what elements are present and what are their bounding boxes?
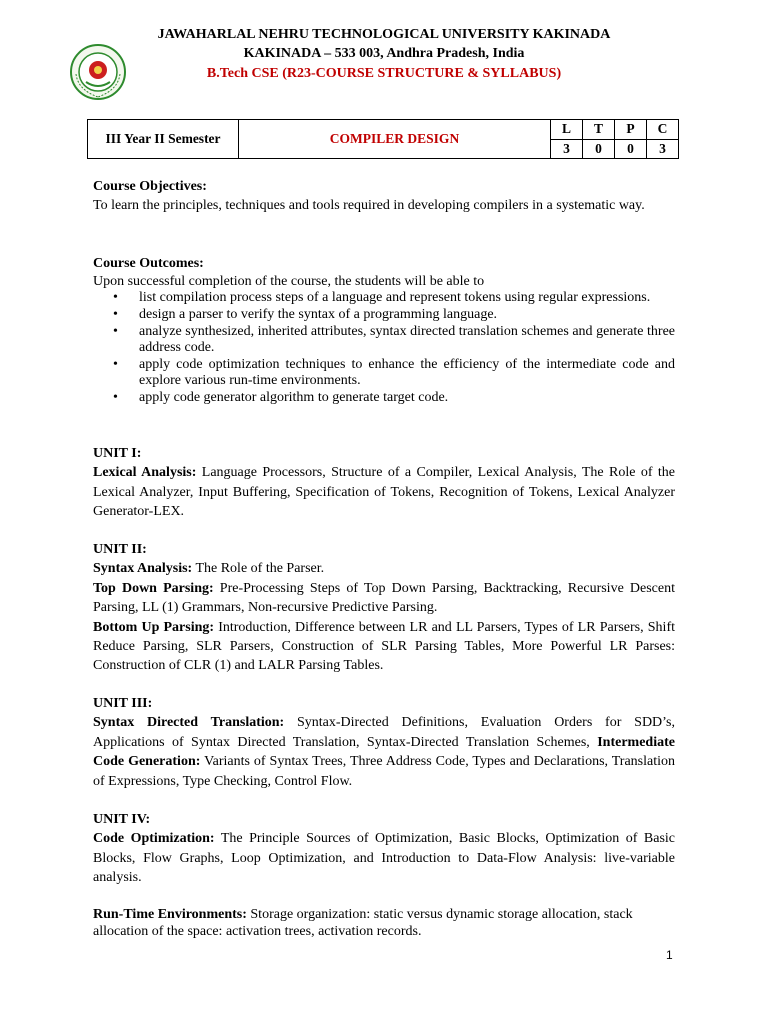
unit-4-paragraph-1: Code Optimization: The Principle Sources of Optimization, Basic Blocks, Optimization of Basic Blocks, Flow Graphs, Loop Optimization, and Introduction to Data-Flow Analysis: live-variable analysis. xyxy=(93,831,675,886)
objectives-text: To learn the principles, techniques and tools required in developing compilers in a systematic way. xyxy=(93,198,645,214)
unit-3-heading: UNIT III: xyxy=(93,696,153,711)
ltpc-header-p: P xyxy=(615,120,647,140)
outcomes-intro: Upon successful completion of the course, the students will be able to xyxy=(93,274,485,290)
bullet-icon: • xyxy=(113,290,118,306)
list-item: • design a parser to verify the syntax of a programming language. xyxy=(113,307,498,322)
jntuk-seal-icon xyxy=(70,44,126,100)
unit-1-section xyxy=(93,444,675,522)
list-item: • apply code optimization techniques to enhance the efficiency of the intermediate code and explore various run-time environments. xyxy=(113,356,675,389)
list-item: • analyze synthesized, inherited attributes, syntax directed translation schemes and generate three address code. xyxy=(113,323,675,356)
bullet-icon: • xyxy=(113,307,118,322)
unit-3-paragraph: Syntax Directed Translation: Syntax-Directed Definitions, Evaluation Orders for SDD’s, Applications of Syntax Directed Translation, Syntax-Directed Translation Schemes, Intermediate Code Generation: Variants of Syntax Trees, Three Address Code, Types and Declarations, Translation of Expressions, Type Checking, Control Flow. xyxy=(93,715,675,789)
ltpc-header-t: T xyxy=(583,120,615,140)
unit-4-section xyxy=(93,810,675,940)
ltpc-value-l: 3 xyxy=(551,139,583,159)
bullet-icon: • xyxy=(113,389,118,405)
ltpc-value-c: 3 xyxy=(647,139,679,159)
course-title: COMPILER DESIGN xyxy=(239,120,551,159)
unit-2-paragraph-1: Syntax Analysis: The Role of the Parser. xyxy=(93,561,325,577)
unit-2-section xyxy=(93,540,675,676)
list-item: • list compilation process steps of a language and represent tokens using regular expressions. xyxy=(113,290,651,306)
ltpc-header-c: C xyxy=(647,120,679,140)
bullet-icon: • xyxy=(113,323,118,339)
unit-4-paragraph-2: Run-Time Environments: Storage organization: static versus dynamic storage allocation, stack allocation of the space: activation trees, activation records. xyxy=(93,906,633,940)
course-info-table xyxy=(87,119,679,159)
unit-2-heading: UNIT II: xyxy=(93,542,147,557)
outcomes-list xyxy=(93,290,675,406)
program-title: B.Tech CSE (R23-COURSE STRUCTURE & SYLLABUS) xyxy=(206,66,562,81)
unit-2-paragraph-2: Top Down Parsing: Pre-Processing Steps of Top Down Parsing, Backtracking, Recursive Descent Parsing, LL (1) Grammars, Non-recursive Predictive Parsing. xyxy=(93,580,676,616)
ltpc-value-p: 0 xyxy=(615,139,647,159)
unit-2-paragraph-3: Bottom Up Parsing: Introduction, Difference between LR and LL Parsers, Types of LR Parsers, Shift Reduce Parsing, SLR Parsers, Construction of SLR Parsing Tables, More Powerful LR Parses: Construction of CLR (1) and LALR Parsing Tables. xyxy=(93,619,675,674)
unit-4-heading: UNIT IV: xyxy=(93,812,151,827)
unit-1-heading: UNIT I: xyxy=(93,446,142,461)
course-outcomes-section xyxy=(93,254,675,407)
unit-1-paragraph: Lexical Analysis: Language Processors, Structure of a Compiler, Lexical Analysis, The Role of the Lexical Analyzer, Input Buffering, Specification of Tokens, Recognition of Tokens, Lexical Analyzer Generator-LEX. xyxy=(93,465,675,520)
bullet-icon: • xyxy=(113,356,118,372)
university-name: JAWAHARLAL NEHRU TECHNOLOGICAL UNIVERSITY KAKINADA xyxy=(157,27,611,42)
objectives-heading: Course Objectives: xyxy=(93,179,207,194)
list-item: • apply code generator algorithm to generate target code. xyxy=(113,389,449,405)
outcomes-heading: Course Outcomes: xyxy=(93,256,204,271)
page-number: 1 xyxy=(666,948,673,962)
ltpc-header-l: L xyxy=(551,120,583,140)
ltpc-value-t: 0 xyxy=(583,139,615,159)
university-address: KAKINADA – 533 003, Andhra Pradesh, India xyxy=(243,46,525,61)
unit-3-section xyxy=(93,694,675,791)
semester-cell: III Year II Semester xyxy=(88,120,239,159)
course-objectives-section xyxy=(93,177,675,216)
